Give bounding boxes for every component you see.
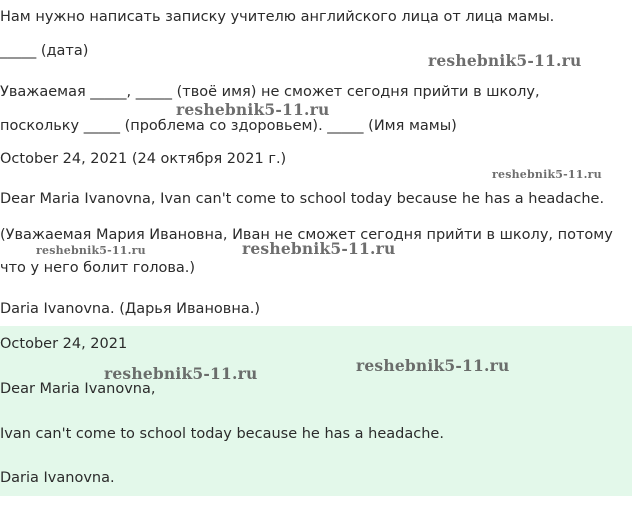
- translation-line-1: (Уважаемая Мария Ивановна, Иван не сможет сегодня прийти в школу, потому: [0, 227, 613, 243]
- answer-body: Ivan can't come to school today because he has a headache.: [0, 426, 444, 442]
- watermark: reshebnik5-11.ru: [242, 239, 396, 258]
- template-line-2: поскольку _____ (проблема со здоровьем). _____ (Имя мамы): [0, 118, 457, 134]
- answer-date: October 24, 2021: [0, 336, 128, 352]
- watermark: reshebnik5-11.ru: [176, 100, 330, 119]
- date-example: October 24, 2021 (24 октября 2021 г.): [0, 151, 287, 167]
- watermark: reshebnik5-11.ru: [104, 364, 258, 383]
- watermark: reshebnik5-11.ru: [428, 51, 582, 70]
- english-sentence: Dear Maria Ivanovna, Ivan can't come to school today because he has a headache.: [0, 191, 605, 207]
- translation-line-2: что у него болит голова.): [0, 260, 196, 276]
- answer-greeting: Dear Maria Ivanovna,: [0, 381, 156, 397]
- signature-example: Daria Ivanovna. (Дарья Ивановна.): [0, 301, 260, 317]
- intro-text: Нам нужно написать записку учителю английского лица от лица мамы.: [0, 9, 555, 25]
- watermark: reshebnik5-11.ru: [36, 244, 146, 257]
- answer-signature: Daria Ivanovna.: [0, 470, 115, 486]
- date-placeholder: _____ (дата): [0, 43, 89, 59]
- watermark: reshebnik5-11.ru: [356, 356, 510, 375]
- template-line-1: Уважаемая _____, _____ (твоё имя) не сможет сегодня прийти в школу,: [0, 84, 540, 100]
- watermark: reshebnik5-11.ru: [492, 168, 602, 181]
